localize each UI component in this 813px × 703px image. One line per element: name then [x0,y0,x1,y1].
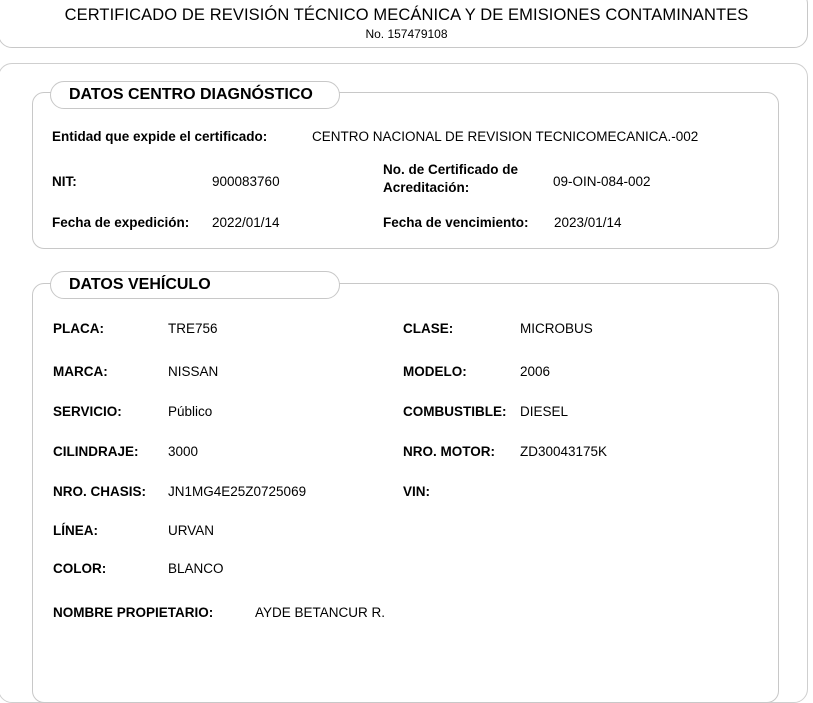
nit-value: 900083760 [212,174,280,189]
modelo-value: 2006 [520,364,551,379]
clase-value: MICROBUS [520,321,593,336]
placa-value: TRE756 [168,321,218,336]
fecha-expedicion-label: Fecha de expedición: [52,215,190,230]
marca-label: MARCA: [53,364,108,379]
fecha-expedicion-value: 2022/01/14 [212,215,280,230]
vehiculo-section-title: DATOS VEHÍCULO [50,271,340,299]
combustible-label: COMBUSTIBLE: [403,404,507,419]
fecha-vencimiento-value: 2023/01/14 [554,215,622,230]
motor-label: NRO. MOTOR: [403,444,495,459]
motor-value: ZD30043175K [520,444,608,459]
propietario-value: AYDE BETANCUR R. [255,605,386,620]
acreditacion-label [383,161,518,197]
modelo-label: MODELO: [403,364,467,379]
placa-label: PLACA: [53,321,104,336]
centro-section-title: DATOS CENTRO DIAGNÓSTICO [50,81,340,109]
vin-label: VIN: [403,484,430,499]
entidad-value: CENTRO NACIONAL DE REVISION TECNICOMECANICA.-002 [312,129,699,144]
chasis-value: JN1MG4E25Z0725069 [168,484,307,499]
fecha-vencimiento-label: Fecha de vencimiento: [383,215,529,230]
entidad-label: Entidad que expide el certificado: [52,129,268,144]
marca-value: NISSAN [168,364,219,379]
linea-value: URVAN [168,523,215,538]
linea-label: LÍNEA: [53,523,98,538]
chasis-label: NRO. CHASIS: [53,484,147,499]
color-label: COLOR: [53,561,107,576]
servicio-label: SERVICIO: [53,404,122,419]
combustible-value: DIESEL [520,404,569,419]
acreditacion-label-line1: No. de Certificado de [383,162,519,177]
acreditacion-label-line2: Acreditación: [383,180,470,195]
propietario-label: NOMBRE PROPIETARIO: [53,605,214,620]
cilindraje-value: 3000 [168,444,199,459]
certificate-number: No. 157479108 [365,27,448,41]
color-value: BLANCO [168,561,224,576]
servicio-value: Público [168,404,213,419]
cilindraje-label: CILINDRAJE: [53,444,139,459]
clase-label: CLASE: [403,321,454,336]
nit-label: NIT: [52,174,77,189]
certificate-title: CERTIFICADO DE REVISIÓN TÉCNICO MECÁNICA Y DE EMISIONES CONTAMINANTES [64,6,749,24]
acreditacion-value: 09-OIN-084-002 [553,174,651,189]
